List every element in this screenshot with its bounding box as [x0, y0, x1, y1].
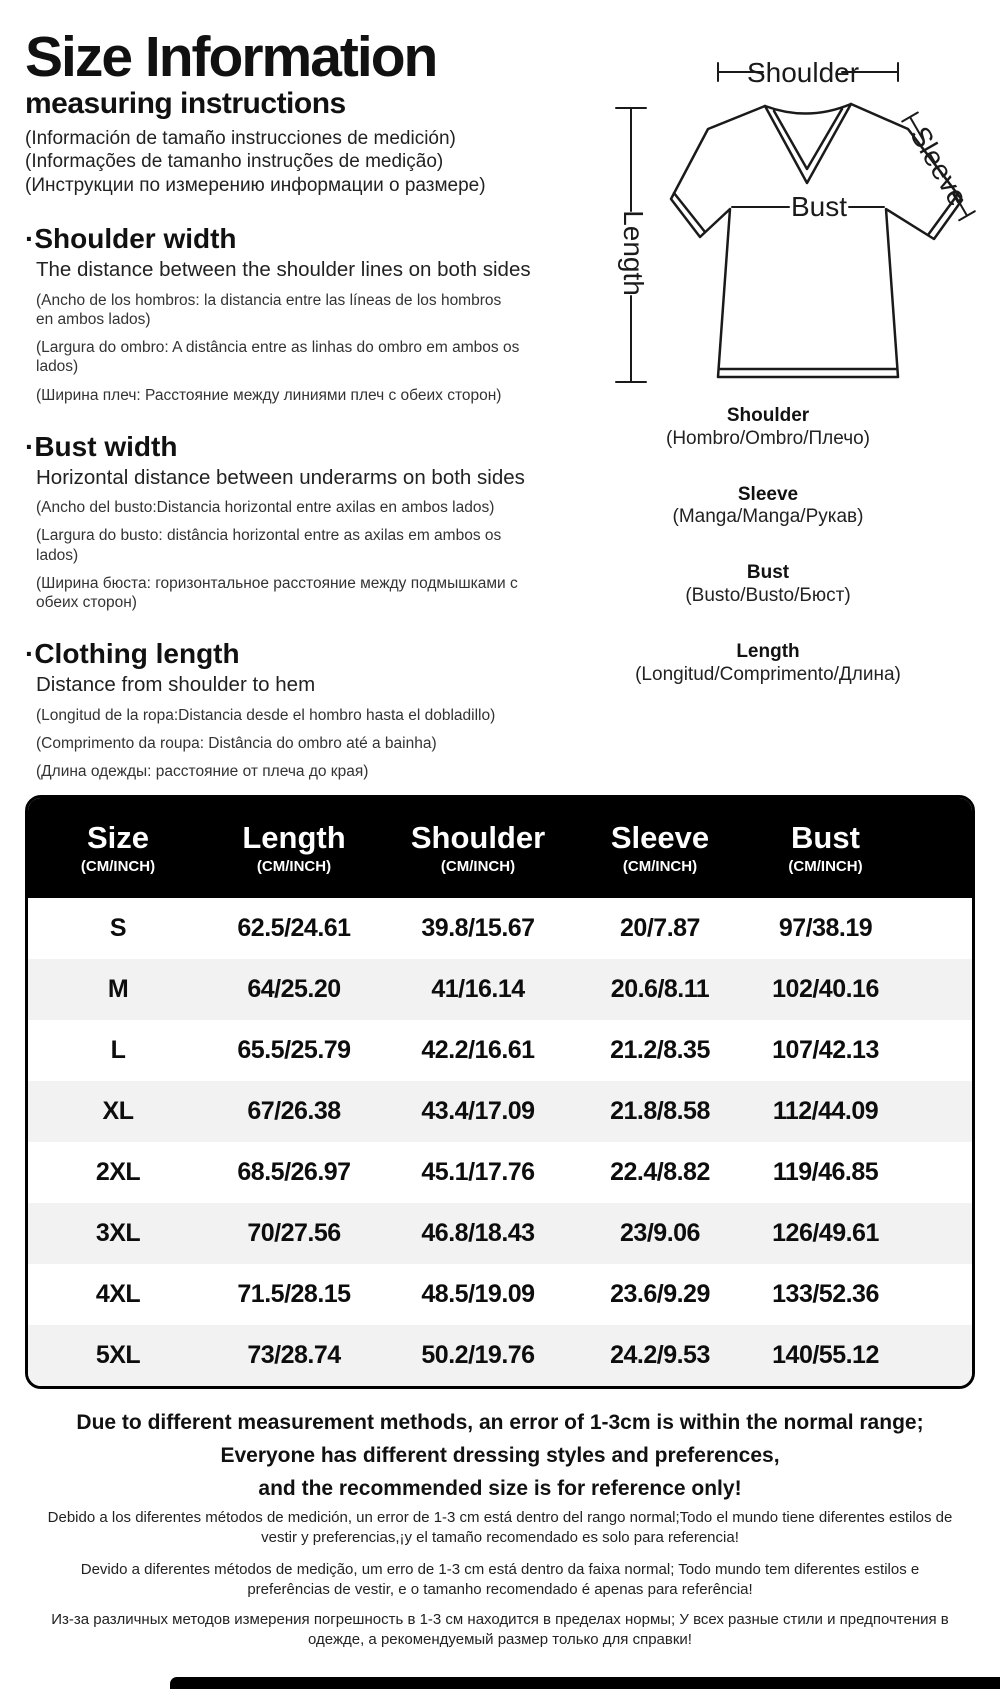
measurement-value: 42.2/16.61 [421, 1036, 535, 1064]
measurement-legend [558, 405, 978, 686]
header-unit: (CM/INCH) [256, 858, 332, 876]
sleeve-measure-label: Sleeve [904, 121, 974, 211]
size-table [25, 795, 975, 1389]
measurement-value: 23.6/9.29 [610, 1280, 710, 1308]
shoulder-measure-label: Shoulder [746, 57, 860, 88]
measurement-value: 23/9.06 [620, 1219, 700, 1247]
header-label: Shoulder [410, 819, 546, 855]
measurement-value: 39.8/15.67 [421, 914, 535, 942]
legend-term: Shoulder [726, 405, 810, 426]
measurement-value: 67/26.38 [247, 1097, 341, 1125]
section-translation-ru: (Длина одежды: расстояние от плеча до края) [36, 763, 369, 781]
header-unit: (CM/INCH) [788, 858, 863, 876]
size-table-row [28, 1142, 972, 1203]
header-unit: (CM/INCH) [440, 858, 516, 876]
measurement-value: 133/52.36 [772, 1280, 879, 1308]
size-label: 5XL [95, 1341, 141, 1369]
measurement-value: 126/49.61 [772, 1219, 879, 1247]
measurement-value: 20.6/8.11 [610, 975, 710, 1003]
size-label: S [109, 914, 127, 942]
instructions-column [25, 25, 560, 790]
section-description: The distance between the shoulder lines on both sides [36, 258, 531, 282]
measurement-value: 68.5/26.97 [237, 1158, 351, 1186]
header-label: Bust [791, 819, 860, 855]
section-bullet: · [25, 638, 35, 670]
section-description: Horizontal distance between underarms on both sides [36, 465, 525, 489]
header-cell-length [208, 821, 380, 875]
footer-note-line: and the recommended size is for reference only! [258, 1477, 742, 1500]
size-label: L [110, 1036, 126, 1064]
diagram-column [558, 25, 978, 686]
legend-term: Bust [746, 562, 790, 584]
bust-measure [732, 191, 884, 222]
shoulder-measure [718, 57, 898, 88]
size-label: M [107, 975, 129, 1003]
legend-item-sleeve [558, 484, 978, 530]
measurement-value: 21.8/8.58 [610, 1097, 710, 1125]
legend-translations: (Manga/Manga/Рукав) [672, 506, 864, 528]
tshirt-diagram [558, 25, 978, 397]
header-unit: (CM/INCH) [80, 858, 156, 876]
section-translation-ru: (Ширина плеч: Расстояние между линиями плеч с обеих сторон) [36, 386, 502, 404]
subtitle-translation-ru: (Инструкции по измерению информации о размере) [25, 174, 486, 196]
header-cell-shoulder [380, 821, 576, 875]
section-shoulder-width [25, 224, 560, 404]
page-subtitle: measuring instructions [25, 87, 346, 121]
header-label: Sleeve [610, 819, 710, 855]
measurement-value: 64/25.20 [247, 975, 341, 1003]
measurement-value: 48.5/19.09 [421, 1280, 535, 1308]
footer-note-line: Everyone has different dressing styles and preferences, [220, 1444, 780, 1467]
legend-item-shoulder [558, 405, 978, 451]
section-translation-ru: (Ширина бюста: горизонтальное расстояние между подмышками с обеих сторон) [36, 574, 518, 612]
measurement-value: 43.4/17.09 [421, 1097, 535, 1125]
length-measure-label: Length [618, 210, 649, 296]
section-description: Distance from shoulder to hem [36, 673, 316, 697]
section-translation-pt: (Largura do ombro: A distância entre as linhas do ombro em ambos os lados) [36, 339, 520, 376]
size-label: 3XL [95, 1219, 141, 1247]
measurement-value: 97/38.19 [778, 914, 873, 942]
section-title: Bust width [34, 430, 178, 462]
size-table-header [28, 798, 972, 898]
measurement-value: 70/27.56 [247, 1219, 341, 1247]
footer-note-es: Debido a los diferentes métodos de medición, un error de 1-3 cm está dentro del rango normal;Todo el mundo tiene diferentes estilos de vestir y preferencias,¡y el tamaño recomendado es solo para referencia! [47, 1509, 953, 1547]
sleeve-measure [897, 109, 978, 223]
section-title: Clothing length [34, 638, 240, 670]
bust-measure-label: Bust [790, 191, 848, 222]
footer-note-en [0, 1406, 1000, 1505]
measurement-value: 71.5/28.15 [237, 1280, 351, 1308]
size-table-row [28, 1264, 972, 1325]
footer-note-line: Due to different measurement methods, an error of 1-3cm is within the normal range; [76, 1411, 924, 1434]
size-table-row [28, 1203, 972, 1264]
size-table-body [28, 898, 972, 1386]
legend-item-bust [558, 562, 978, 608]
header-cell-bust [744, 821, 907, 875]
subtitle-translation-pt: (Informações de tamanho instruções de medição) [25, 151, 444, 173]
footer-note-pt: Devido a diferentes métodos de medição, um erro de 1-3 cm está dentro da faixa normal; Todo mundo tem diferentes estilos e preferências de vestir, e o tamanho recomendado é apenas para referência! [80, 1561, 920, 1599]
measurement-value: 119/46.85 [772, 1158, 879, 1186]
section-translation-es: (Ancho de los hombros: la distancia entre las líneas de los hombros en ambos lados) [36, 291, 502, 328]
header-unit: (CM/INCH) [622, 858, 698, 876]
legend-translations: (Longitud/Comprimento/Длина) [635, 663, 901, 685]
header-cell-sleeve [576, 821, 744, 875]
section-bullet: · [25, 430, 35, 462]
size-table-row [28, 1020, 972, 1081]
measurement-value: 140/55.12 [772, 1341, 879, 1369]
measurement-value: 21.2/8.35 [610, 1036, 710, 1064]
legend-translations: (Hombro/Ombro/Плечо) [666, 427, 870, 449]
measurement-value: 112/44.09 [772, 1097, 879, 1125]
bottom-crop-bar [170, 1677, 1000, 1689]
measurement-value: 73/28.74 [247, 1341, 341, 1369]
length-measure [616, 108, 649, 382]
size-table-row [28, 959, 972, 1020]
measurement-value: 20/7.87 [620, 914, 700, 942]
header-label: Size [86, 819, 150, 855]
measurement-value: 50.2/19.76 [421, 1341, 535, 1369]
legend-translations: (Busto/Busto/Бюст) [685, 584, 851, 606]
measurement-value: 107/42.13 [772, 1036, 879, 1064]
page-title: Size Information [25, 25, 437, 89]
section-translation-pt: (Largura do busto: distância horizontal entre as axilas em ambos os lados) [36, 527, 502, 564]
section-translation-es: (Ancho del busto:Distancia horizontal entre axilas en ambos lados) [36, 499, 495, 517]
measurement-value: 45.1/17.76 [421, 1158, 535, 1186]
measurement-value: 41/16.14 [431, 975, 525, 1003]
measurement-value: 22.4/8.82 [610, 1158, 710, 1186]
section-translation-pt: (Comprimento da roupa: Distância do ombro até a bainha) [36, 734, 437, 752]
section-bust-width [25, 432, 560, 612]
size-table-row [28, 1081, 972, 1142]
section-translation-es: (Longitud de la ropa:Distancia desde el hombro hasta el dobladillo) [36, 706, 496, 724]
header-cell-size [28, 821, 208, 875]
legend-item-length [558, 641, 978, 687]
size-label: XL [102, 1097, 134, 1125]
measurement-value: 102/40.16 [772, 975, 879, 1003]
measurement-value: 65.5/25.79 [237, 1036, 351, 1064]
size-label: 2XL [95, 1158, 141, 1186]
section-bullet: · [25, 223, 35, 255]
subtitle-translations [25, 127, 560, 198]
legend-term: Length [736, 640, 800, 662]
section-title: Shoulder width [34, 223, 237, 255]
size-table-row [28, 1325, 972, 1386]
size-table-row [28, 898, 972, 959]
legend-term: Sleeve [737, 483, 799, 505]
subtitle-translation-es: (Información de tamaño instrucciones de medición) [25, 127, 456, 149]
measurement-value: 46.8/18.43 [421, 1219, 535, 1247]
section-clothing-length [25, 639, 560, 781]
header-label: Length [242, 819, 346, 855]
footer-note-ru: Из-за различных методов измерения погрешность в 1-3 см находится в пределах нормы; У всех разные стили и предпочтения в одежде, а рекомендуемый размер только для справки! [51, 1611, 949, 1649]
measurement-value: 62.5/24.61 [237, 914, 351, 942]
size-label: 4XL [95, 1280, 141, 1308]
measurement-value: 24.2/9.53 [610, 1341, 710, 1369]
